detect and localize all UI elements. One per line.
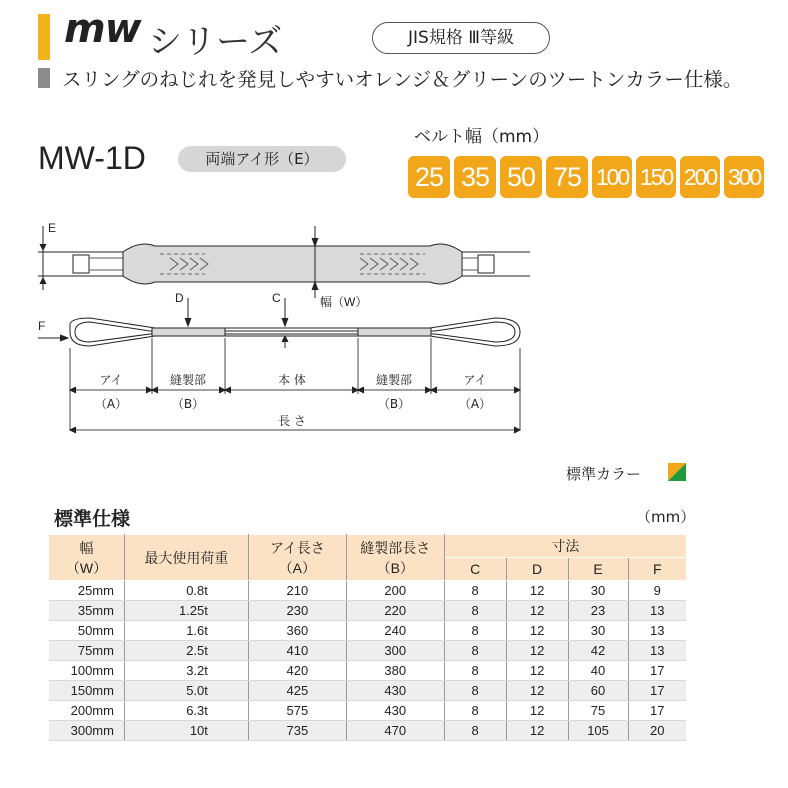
cell-load: 10t <box>124 721 248 741</box>
label-body: 本 体 <box>278 373 306 387</box>
cell-c: 8 <box>444 701 506 721</box>
label-eye-left: アイ <box>99 373 123 387</box>
cell-d: 12 <box>506 621 568 641</box>
table-row <box>49 721 687 741</box>
accent-bar-orange <box>38 14 50 60</box>
label-d: D <box>175 291 184 305</box>
header-width: 幅 （W） <box>49 535 125 581</box>
sling-top-view <box>43 244 530 284</box>
cell-f: 20 <box>628 721 686 741</box>
header-d: D <box>506 558 568 581</box>
cell-b: 240 <box>346 621 444 641</box>
label-width: 幅（W） <box>320 295 368 309</box>
cell-b: 430 <box>346 701 444 721</box>
header-c: C <box>444 558 506 581</box>
cell-d: 12 <box>506 701 568 721</box>
cell-w: 35mm <box>49 601 125 621</box>
table-row <box>49 641 687 661</box>
spec-title: 標準仕様 <box>54 508 131 530</box>
label-length: 長 さ <box>278 414 306 428</box>
cell-load: 2.5t <box>124 641 248 661</box>
cell-a: 420 <box>248 661 346 681</box>
cell-w: 25mm <box>49 581 125 601</box>
width-option: 75 <box>546 156 588 198</box>
cell-d: 12 <box>506 721 568 741</box>
header-sewn-length: 縫製部長さ （B） <box>346 535 444 581</box>
label-f: F <box>38 319 46 333</box>
cell-f: 13 <box>628 601 686 621</box>
cell-load: 6.3t <box>124 701 248 721</box>
cell-w: 75mm <box>49 641 125 661</box>
label-e: E <box>48 221 57 235</box>
cell-e: 30 <box>568 621 628 641</box>
cell-a: 575 <box>248 701 346 721</box>
cell-load: 1.6t <box>124 621 248 641</box>
cell-w: 200mm <box>49 701 125 721</box>
cell-e: 42 <box>568 641 628 661</box>
header-f: F <box>628 558 686 581</box>
cell-w: 50mm <box>49 621 125 641</box>
model-number: MW-1D <box>38 140 146 176</box>
accent-bar-gray <box>38 68 50 88</box>
header-dimensions: 寸法 <box>444 535 686 558</box>
cell-b: 380 <box>346 661 444 681</box>
table-row <box>49 601 687 621</box>
header-load: 最大使用荷重 <box>124 535 248 581</box>
cell-c: 8 <box>444 681 506 701</box>
type-badge: 両端アイ形（E） <box>178 146 346 172</box>
spec-unit: （mm） <box>636 508 696 526</box>
width-option: 200 <box>680 156 720 198</box>
sling-side-view <box>70 318 520 346</box>
spec-table-body <box>49 581 687 741</box>
cell-c: 8 <box>444 661 506 681</box>
cell-a: 210 <box>248 581 346 601</box>
cell-a: 230 <box>248 601 346 621</box>
cell-f: 17 <box>628 701 686 721</box>
two-tone-color-icon <box>668 463 686 481</box>
cell-c: 8 <box>444 641 506 661</box>
table-row <box>49 661 687 681</box>
label-sewn-code-left: （B） <box>171 397 205 411</box>
label-eye-code-right: （A） <box>458 397 492 411</box>
table-row <box>49 581 687 601</box>
cell-f: 9 <box>628 581 686 601</box>
series-logo: mw <box>64 6 141 52</box>
label-sewn-code-right: （B） <box>377 397 411 411</box>
width-options <box>408 156 764 198</box>
label-eye-right: アイ <box>463 373 487 387</box>
width-option: 150 <box>636 156 676 198</box>
cell-c: 8 <box>444 721 506 741</box>
cell-d: 12 <box>506 681 568 701</box>
table-row <box>49 681 687 701</box>
cell-f: 13 <box>628 641 686 661</box>
width-option: 50 <box>500 156 542 198</box>
cell-a: 360 <box>248 621 346 641</box>
label-eye-code-left: （A） <box>94 397 128 411</box>
cell-f: 17 <box>628 681 686 701</box>
cell-d: 12 <box>506 661 568 681</box>
cell-load: 1.25t <box>124 601 248 621</box>
cell-e: 23 <box>568 601 628 621</box>
label-c: C <box>272 291 281 305</box>
width-option: 100 <box>592 156 632 198</box>
cell-w: 150mm <box>49 681 125 701</box>
cell-b: 220 <box>346 601 444 621</box>
label-sewn-left: 縫製部 <box>169 373 207 387</box>
table-row <box>49 701 687 721</box>
cell-c: 8 <box>444 581 506 601</box>
width-option: 35 <box>454 156 496 198</box>
label-sewn-right: 縫製部 <box>375 373 413 387</box>
belt-width-label: ベルト幅（mm） <box>414 127 550 147</box>
cell-d: 12 <box>506 581 568 601</box>
cell-b: 470 <box>346 721 444 741</box>
width-option: 300 <box>724 156 764 198</box>
spec-table <box>48 534 686 741</box>
cell-b: 200 <box>346 581 444 601</box>
cell-c: 8 <box>444 621 506 641</box>
width-option: 25 <box>408 156 450 198</box>
series-title: シリーズ <box>148 22 283 62</box>
cell-e: 60 <box>568 681 628 701</box>
jis-badge: JIS規格 Ⅲ等級 <box>372 22 550 54</box>
header-eye-length: アイ長さ （A） <box>248 535 346 581</box>
cell-d: 12 <box>506 641 568 661</box>
sling-diagram <box>30 218 530 440</box>
cell-e: 40 <box>568 661 628 681</box>
cell-f: 13 <box>628 621 686 641</box>
cell-a: 410 <box>248 641 346 661</box>
cell-load: 5.0t <box>124 681 248 701</box>
header-e: E <box>568 558 628 581</box>
cell-a: 425 <box>248 681 346 701</box>
cell-e: 105 <box>568 721 628 741</box>
cell-load: 3.2t <box>124 661 248 681</box>
cell-c: 8 <box>444 601 506 621</box>
cell-d: 12 <box>506 601 568 621</box>
cell-b: 300 <box>346 641 444 661</box>
cell-w: 300mm <box>49 721 125 741</box>
cell-f: 17 <box>628 661 686 681</box>
product-subtitle: スリングのねじれを発見しやすいオレンジ＆グリーンのツートンカラー仕様。 <box>62 68 743 91</box>
table-row <box>49 621 687 641</box>
standard-color-label: 標準カラー <box>566 465 642 483</box>
cell-e: 30 <box>568 581 628 601</box>
cell-w: 100mm <box>49 661 125 681</box>
cell-e: 75 <box>568 701 628 721</box>
cell-load: 0.8t <box>124 581 248 601</box>
cell-b: 430 <box>346 681 444 701</box>
cell-a: 735 <box>248 721 346 741</box>
